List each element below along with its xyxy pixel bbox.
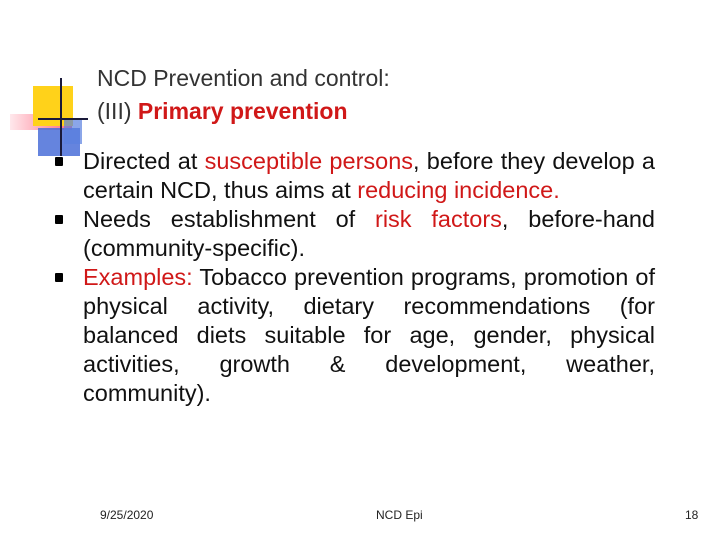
footer-title: NCD Epi [376, 508, 423, 522]
title-highlight: Primary prevention [137, 98, 348, 124]
bullet-list [55, 147, 655, 408]
square-bullet-icon [55, 215, 63, 224]
bullet-text: Tobacco prevention programs, promotion of physical activity, dietary recommendations (for balanced diets suitable for age, gender, physical activities, growth & development, weather, community). [83, 264, 655, 406]
logo-blue-bar [64, 118, 82, 144]
slide-title [97, 62, 687, 128]
bullet-item [55, 263, 655, 408]
bullet-item [55, 147, 655, 205]
title-line-1: NCD Prevention and control: [97, 65, 390, 91]
title-line-2 [97, 95, 687, 128]
footer-date: 9/25/2020 [100, 508, 154, 522]
logo-horizontal-line [38, 118, 88, 120]
bullet-item [55, 205, 655, 263]
bullet-text: , before they develop a certain NCD, thus aims at [83, 148, 655, 203]
bullet-text: Needs establishment of [83, 206, 375, 232]
bullet-text-highlight: Examples: [83, 264, 193, 290]
square-bullet-icon [55, 273, 63, 282]
bullet-text: Directed at [83, 148, 205, 174]
logo-vertical-line [60, 78, 62, 156]
page-number: 18 [685, 508, 699, 522]
bullet-text-highlight: reducing incidence. [357, 177, 560, 203]
title-prefix: (III) [97, 98, 138, 124]
bullet-text-highlight: susceptible persons [204, 148, 414, 174]
square-bullet-icon [55, 157, 63, 166]
bullet-text-highlight: risk factors [375, 206, 502, 232]
bullet-text: , before-hand (community-specific). [83, 206, 655, 261]
